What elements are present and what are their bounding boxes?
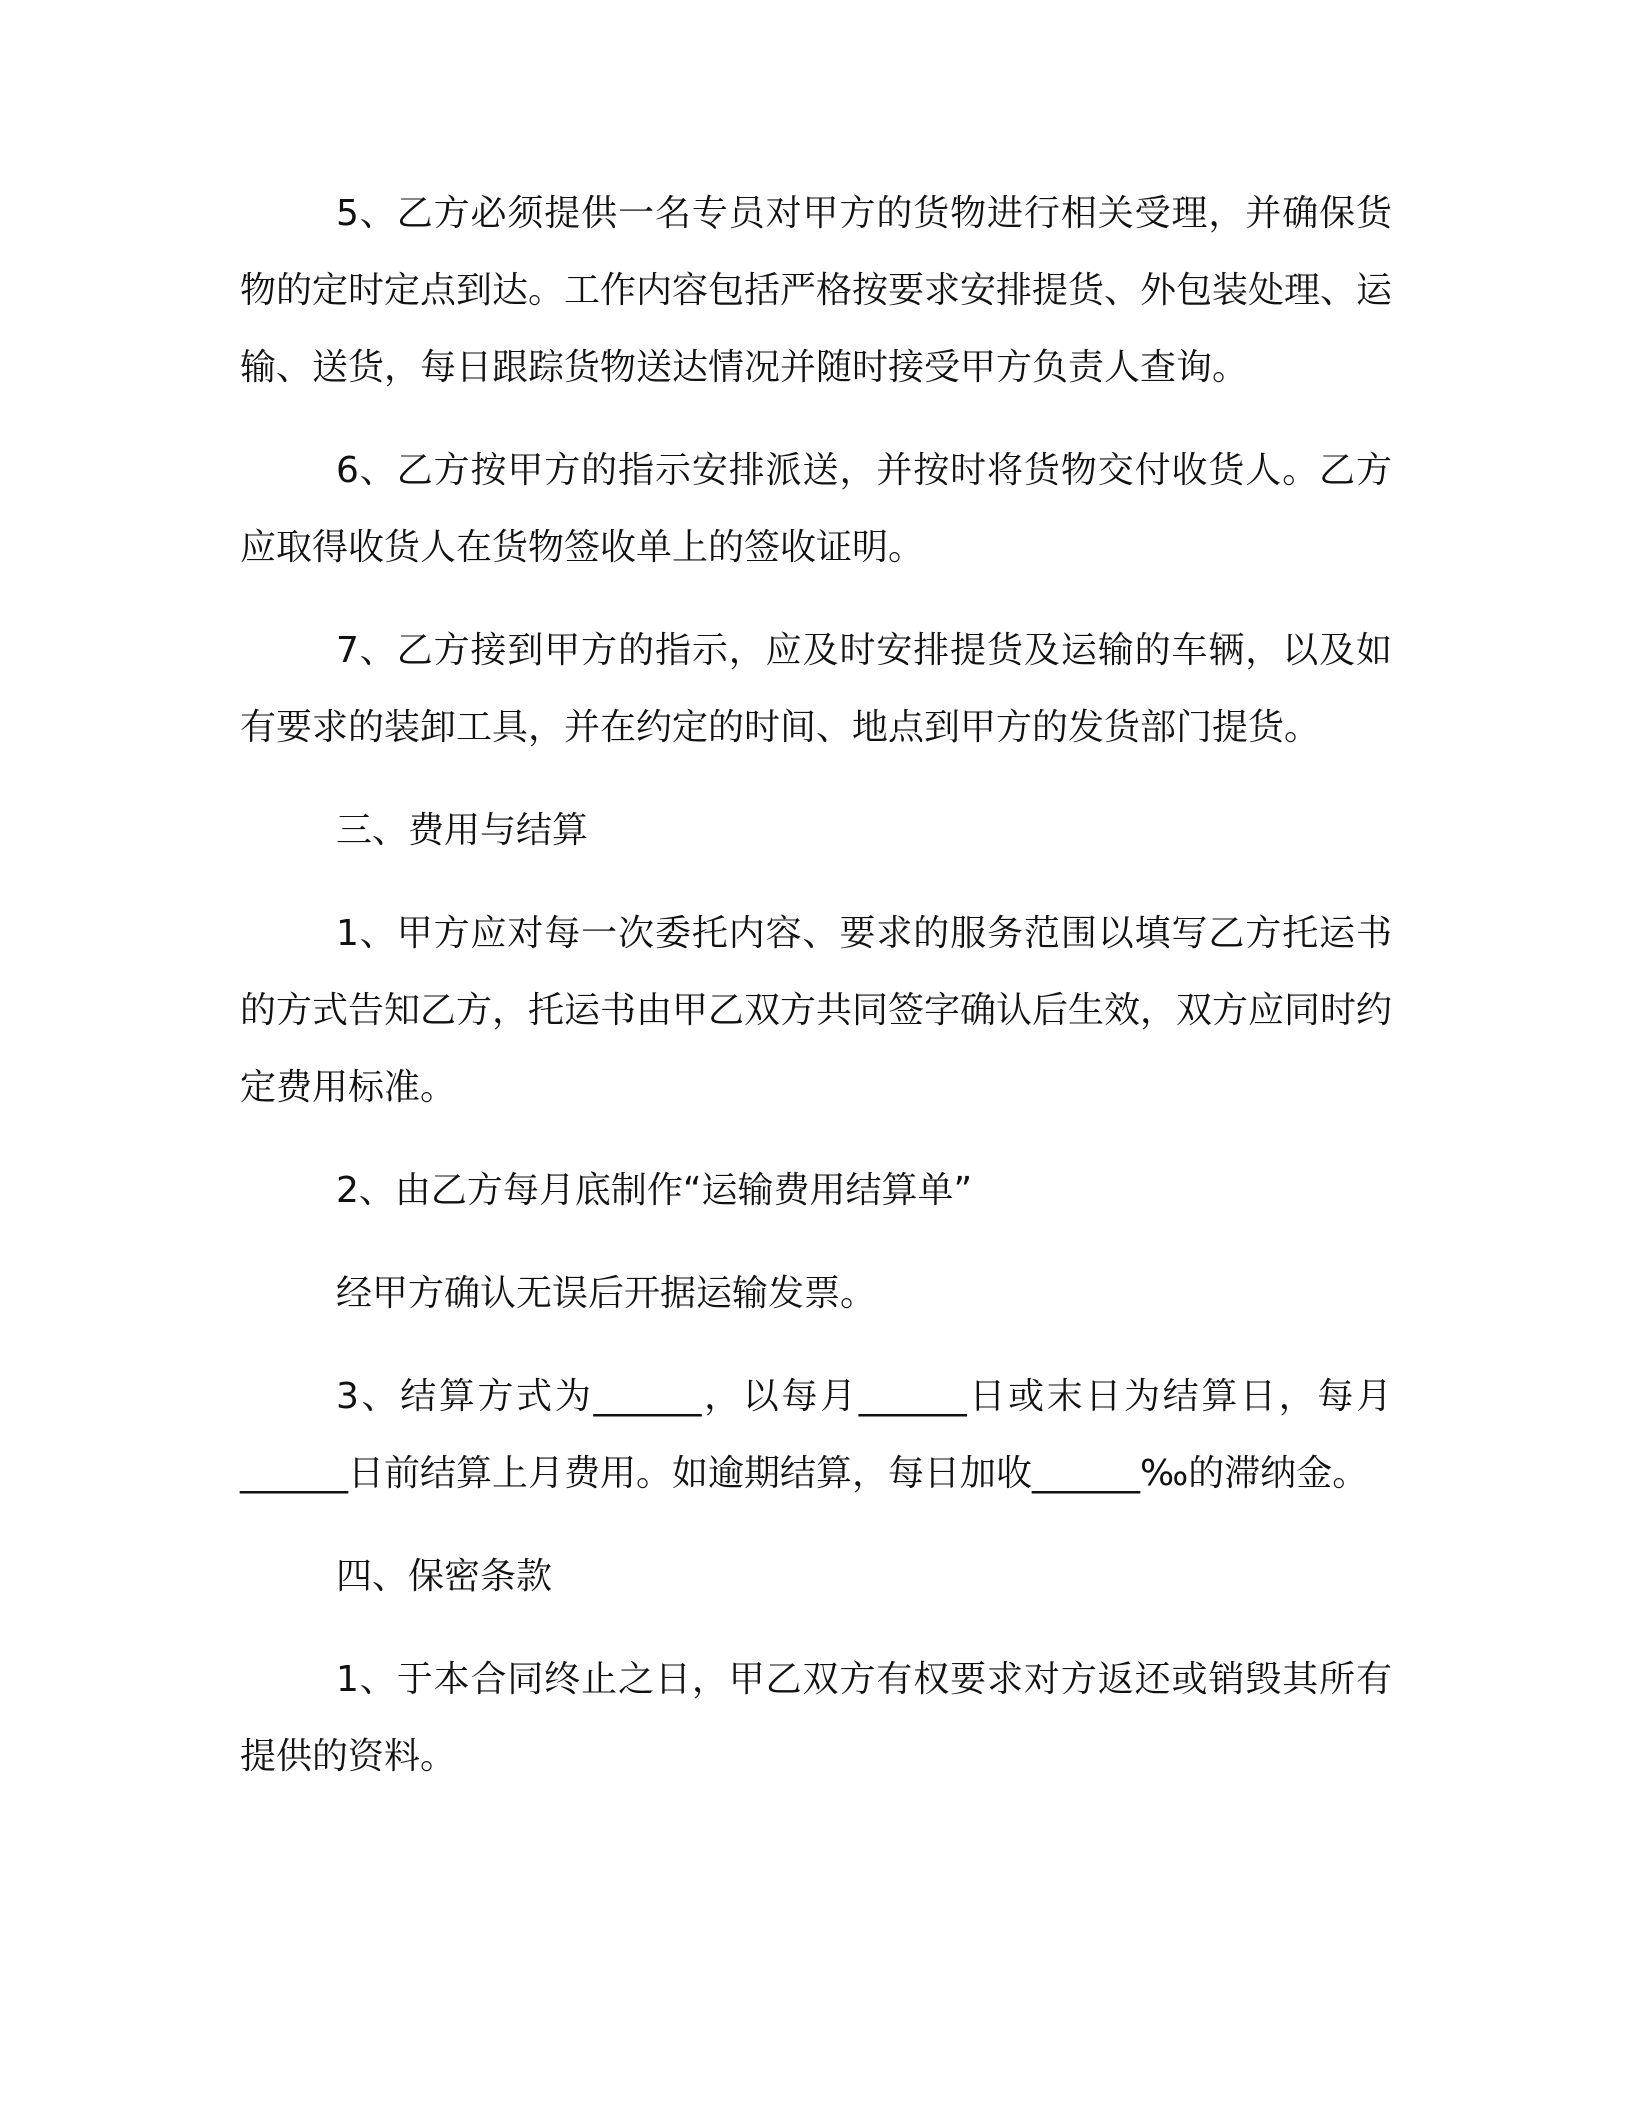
clause-3-1: 1、甲方应对每一次委托内容、要求的服务范围以填写乙方托运书的方式告知乙方，托运书由甲乙双方共同签字确认后生效，双方应同时约定费用标准。	[240, 913, 1393, 1108]
clause-3-2-continued: 经甲方确认无误后开据运输发票。	[336, 1273, 877, 1314]
clause-2-7: 7、乙方接到甲方的指示，应及时安排提货及运输的车辆，以及如有要求的装卸工具，并在约定的时间、地点到甲方的发货部门提货。	[240, 630, 1392, 748]
clause-2-6: 6、乙方按甲方的指示安排派送，并按时将货物交付收货人。乙方应取得收货人在货物签收单上的签收证明。	[240, 450, 1392, 568]
clause-3-2: 2、由乙方每月底制作“运输费用结算单”	[336, 1170, 973, 1211]
clause-2-5: 5、乙方必须提供一名专员对甲方的货物进行相关受理，并确保货物的定时定点到达。工作内容包括严格按要求安排提货、外包装处理、运输、送货，每日跟踪货物送达情况并随时接受甲方负责人查询。	[240, 193, 1393, 388]
section-heading-confidentiality: 四、保密条款	[336, 1556, 553, 1597]
clause-3-3: 3、结算方式为______，以每月______日或末日为结算日，每月______日前结算上月费用。如逾期结算，每日加收______‰的滞纳金。	[240, 1376, 1392, 1494]
clause-4-1: 1、于本合同终止之日，甲乙双方有权要求对方返还或销毁其所有提供的资料。	[240, 1659, 1392, 1777]
document-body	[240, 175, 1392, 1795]
section-heading-fees: 三、费用与结算	[336, 810, 589, 851]
